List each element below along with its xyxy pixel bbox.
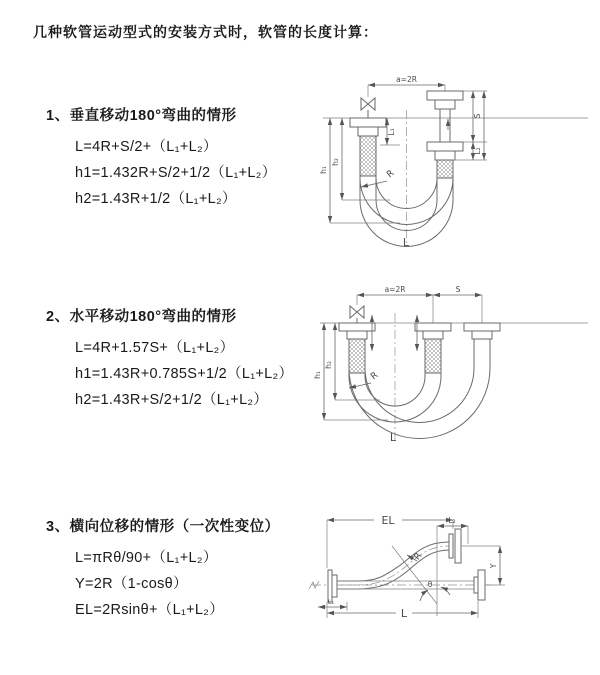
dim-label-l2: L₂ (448, 516, 456, 525)
dim-label-a2r: a=2R (384, 285, 406, 294)
dim-a2r (357, 285, 433, 295)
formula-line: h2=1.43R+S/2+1/2（L₁+L₂） (75, 392, 269, 408)
dim-label-s: S (473, 113, 482, 119)
braided-hose (360, 136, 376, 176)
dim-label-l: L (402, 236, 410, 249)
section-3-formulas (75, 545, 280, 623)
moved-pipe-fitting (464, 323, 500, 368)
dim-label-r: R (412, 551, 425, 563)
section-3 (46, 515, 280, 623)
dim-label-y: Y (489, 563, 498, 569)
right-flange (474, 570, 485, 600)
dim-y (486, 546, 505, 585)
valve-icon (361, 98, 375, 118)
braided-hose (425, 339, 441, 373)
dim-l (327, 601, 478, 620)
dim-label-r: R (385, 168, 397, 181)
formula-line: L=πRθ/90+（L₁+L₂） (75, 550, 218, 566)
dim-l2 (437, 516, 468, 616)
left-pipe-fitting (350, 118, 386, 200)
dim-el (327, 514, 456, 568)
diagram-lateral-displacement (300, 498, 600, 650)
section-1-formulas (75, 134, 277, 212)
formula-line: L=4R+S/2+（L₁+L₂） (75, 139, 218, 155)
dim-label-h1: h₁ (319, 166, 328, 174)
dim-label-theta: θ (427, 580, 433, 589)
diagram-horizontal-180-bend (310, 283, 600, 460)
formula-line: L=4R+1.57S+（L₁+L₂） (75, 340, 235, 356)
page-title: 几种软管运动型式的安装方式时，软管的长度计算： (33, 24, 378, 40)
braided-hose (437, 160, 453, 178)
formula-line: h2=1.43R+1/2（L₁+L₂） (75, 191, 237, 207)
section-1-heading: 1、垂直移动180°弯曲的情形 (46, 108, 237, 124)
section-3-heading: 3、横向位移的情形（一次性变位） (46, 519, 280, 535)
valve-icon (350, 306, 364, 323)
dim-label-l: L (389, 431, 397, 444)
middle-pipe-fitting (415, 323, 451, 376)
section-1 (46, 104, 277, 212)
section-2-formulas (75, 335, 293, 413)
dim-s (357, 285, 482, 323)
dim-label-r: R (369, 370, 381, 383)
moved-flange (449, 529, 500, 563)
u-bend-hose (349, 368, 490, 439)
section-2-heading: 2、水平移动180°弯曲的情形 (46, 309, 237, 325)
radius-leader (407, 551, 424, 562)
dim-label-h2: h₂ (331, 158, 340, 166)
dim-label-l2: L₂ (473, 147, 482, 155)
dim-label-l: L (400, 607, 408, 620)
dim-label-a2r: a=2R (396, 75, 417, 84)
formula-line: h1=1.43R+0.785S+1/2（L₁+L₂） (75, 366, 294, 382)
left-pipe-fitting (339, 323, 375, 376)
dim-label-l1: L₁ (387, 128, 396, 136)
formula-line: EL=2Rsinθ+（L₁+L₂） (75, 602, 225, 618)
right-pipe-fitting (427, 91, 463, 200)
dim-label-h1: h₁ (313, 371, 322, 379)
section-2 (46, 305, 293, 413)
dim-l1 (318, 598, 347, 611)
braided-hose (349, 339, 365, 373)
dim-label-h2: h₂ (324, 361, 333, 369)
diagram-vertical-180-bend (310, 70, 600, 255)
dim-label-s: S (455, 285, 461, 294)
formula-line: h1=1.432R+S/2+1/2（L₁+L₂） (75, 165, 277, 181)
dim-label-l1: L₁ (327, 598, 335, 606)
dim-label-el: EL (381, 514, 395, 527)
formula-line: Y=2R（1-cosθ） (75, 576, 188, 592)
